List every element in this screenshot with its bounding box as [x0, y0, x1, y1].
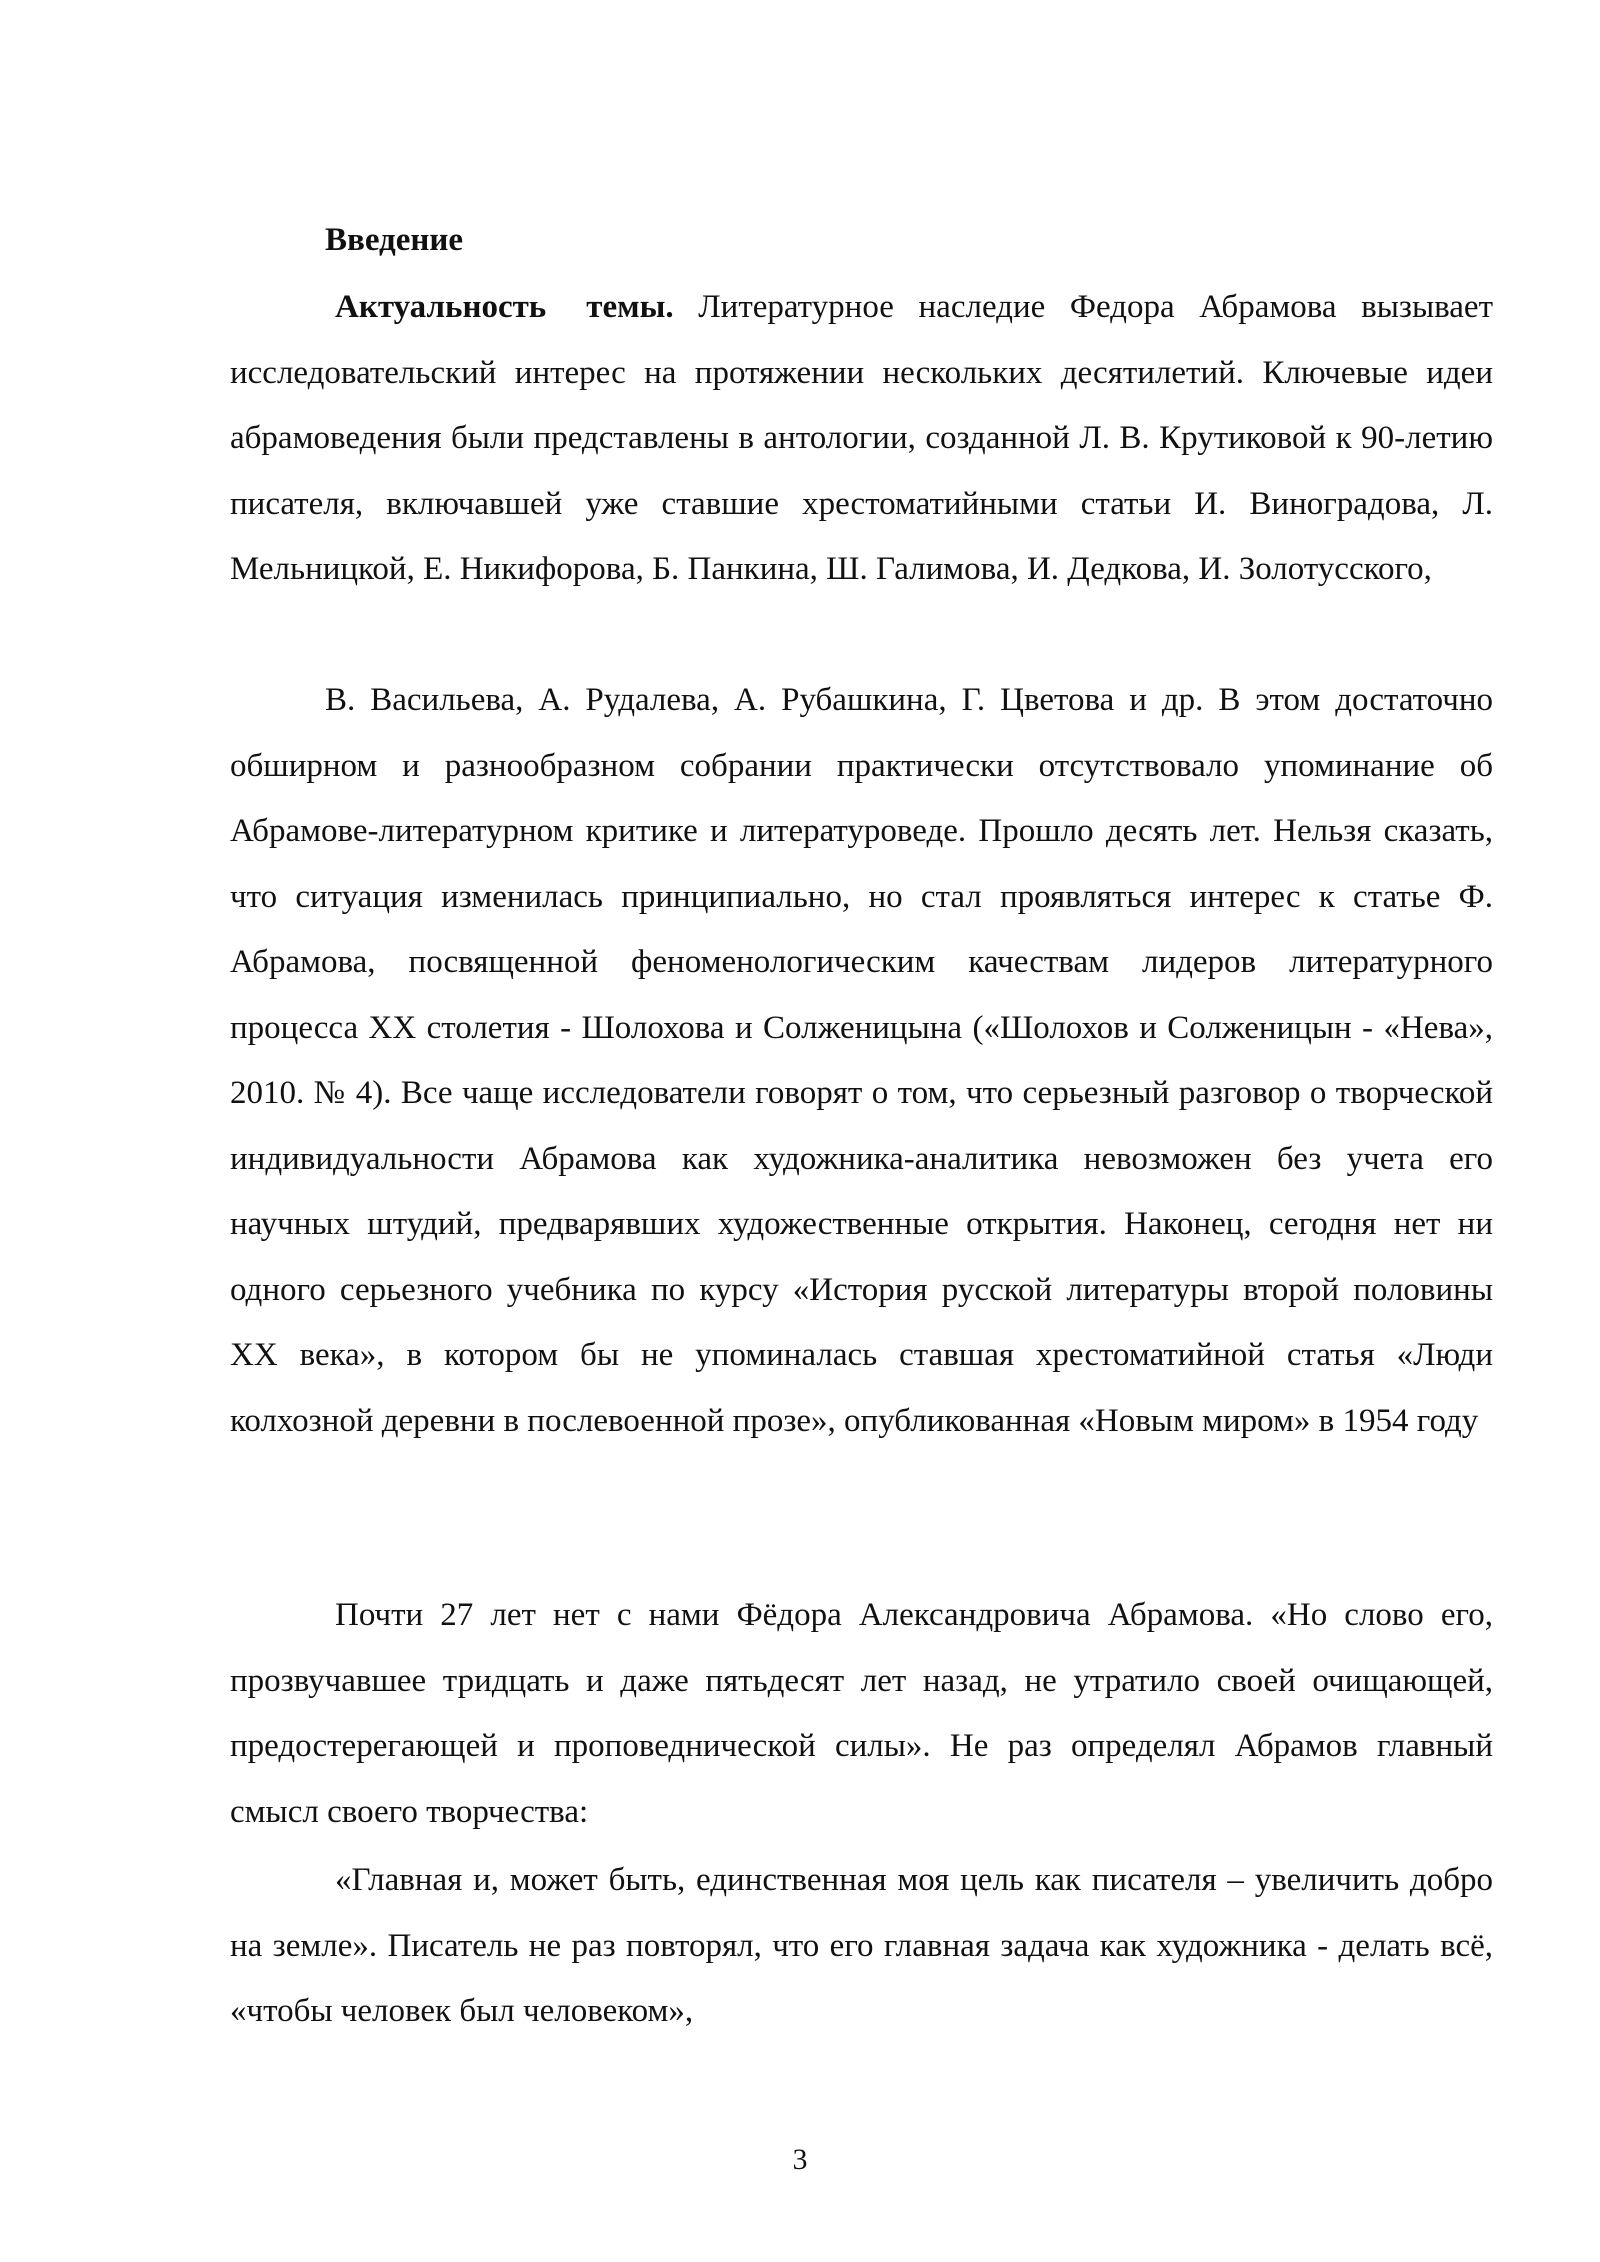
relevance-label-word-1: Актуальность: [335, 289, 547, 325]
relevance-text: Литературное наследие Федора Абрамова вызывает исследовательский интерес на протяжении нескольких десятилетий. Ключевые идеи абрамоведения были представлены в антологии, созданной Л. В. Крутиковой к 90-летию писателя, включавшей уже ставшие хрестоматийными статьи И. Виноградова, Л. Мельницкой, Е. Никифорова, Б. Панкина, Ш. Галимова, И. Дедкова, И. Золотусского,: [230, 289, 1493, 587]
paragraph-relevance: [230, 275, 1493, 603]
relevance-label-word-2: темы.: [586, 289, 674, 325]
paragraph-research-history: В. Васильева, А. Рудалева, А. Рубашкина, Г. Цветова и др. В этом достаточно обширном и разнообразном собрании практически отсутствовало упоминание об Абрамове-литературном критике и литературоведе. Прошло десять лет. Нельзя сказать, что ситуация изменилась принципиально, но стал проявляться интерес к статье Ф. Абрамова, посвященной феноменологическим качествам лидеров литературного процесса ХХ столетия - Шолохова и Солженицына («Шолохов и Солженицын - «Нева», 2010. № 4). Все чаще исследователи говорят о том, что серьезный разговор о творческой индивидуальности Абрамова как художника-аналитика невозможен без учета его научных штудий, предварявших художественные открытия. Наконец, сегодня нет ни одного серьезного учебника по курсу «История русской литературы второй половины ХХ века», в котором бы не упоминалась ставшая хрестоматийной статья «Люди колхозной деревни в послевоенной прозе», опубликованная «Новым миром» в 1954 году: [230, 682, 1493, 1439]
paragraph-quote: «Главная и, может быть, единственная моя цель как писателя – увеличить добро на земле». Писатель не раз повторял, что его главная задача как художника - делать всё, «чтобы человек был человеком»,: [230, 1862, 1493, 2029]
page-number: 3: [792, 2143, 808, 2176]
paragraph-legacy: Почти 27 лет нет с нами Фёдора Александровича Абрамова. «Но слово его, прозвучавшее тридцать и даже пятьдесят лет назад, не утратило своей очищающей, предостерегающей и проповеднической силы». Не раз определял Абрамов главный смысл своего творчества:: [230, 1597, 1493, 1830]
section-heading: Введение: [325, 222, 464, 258]
